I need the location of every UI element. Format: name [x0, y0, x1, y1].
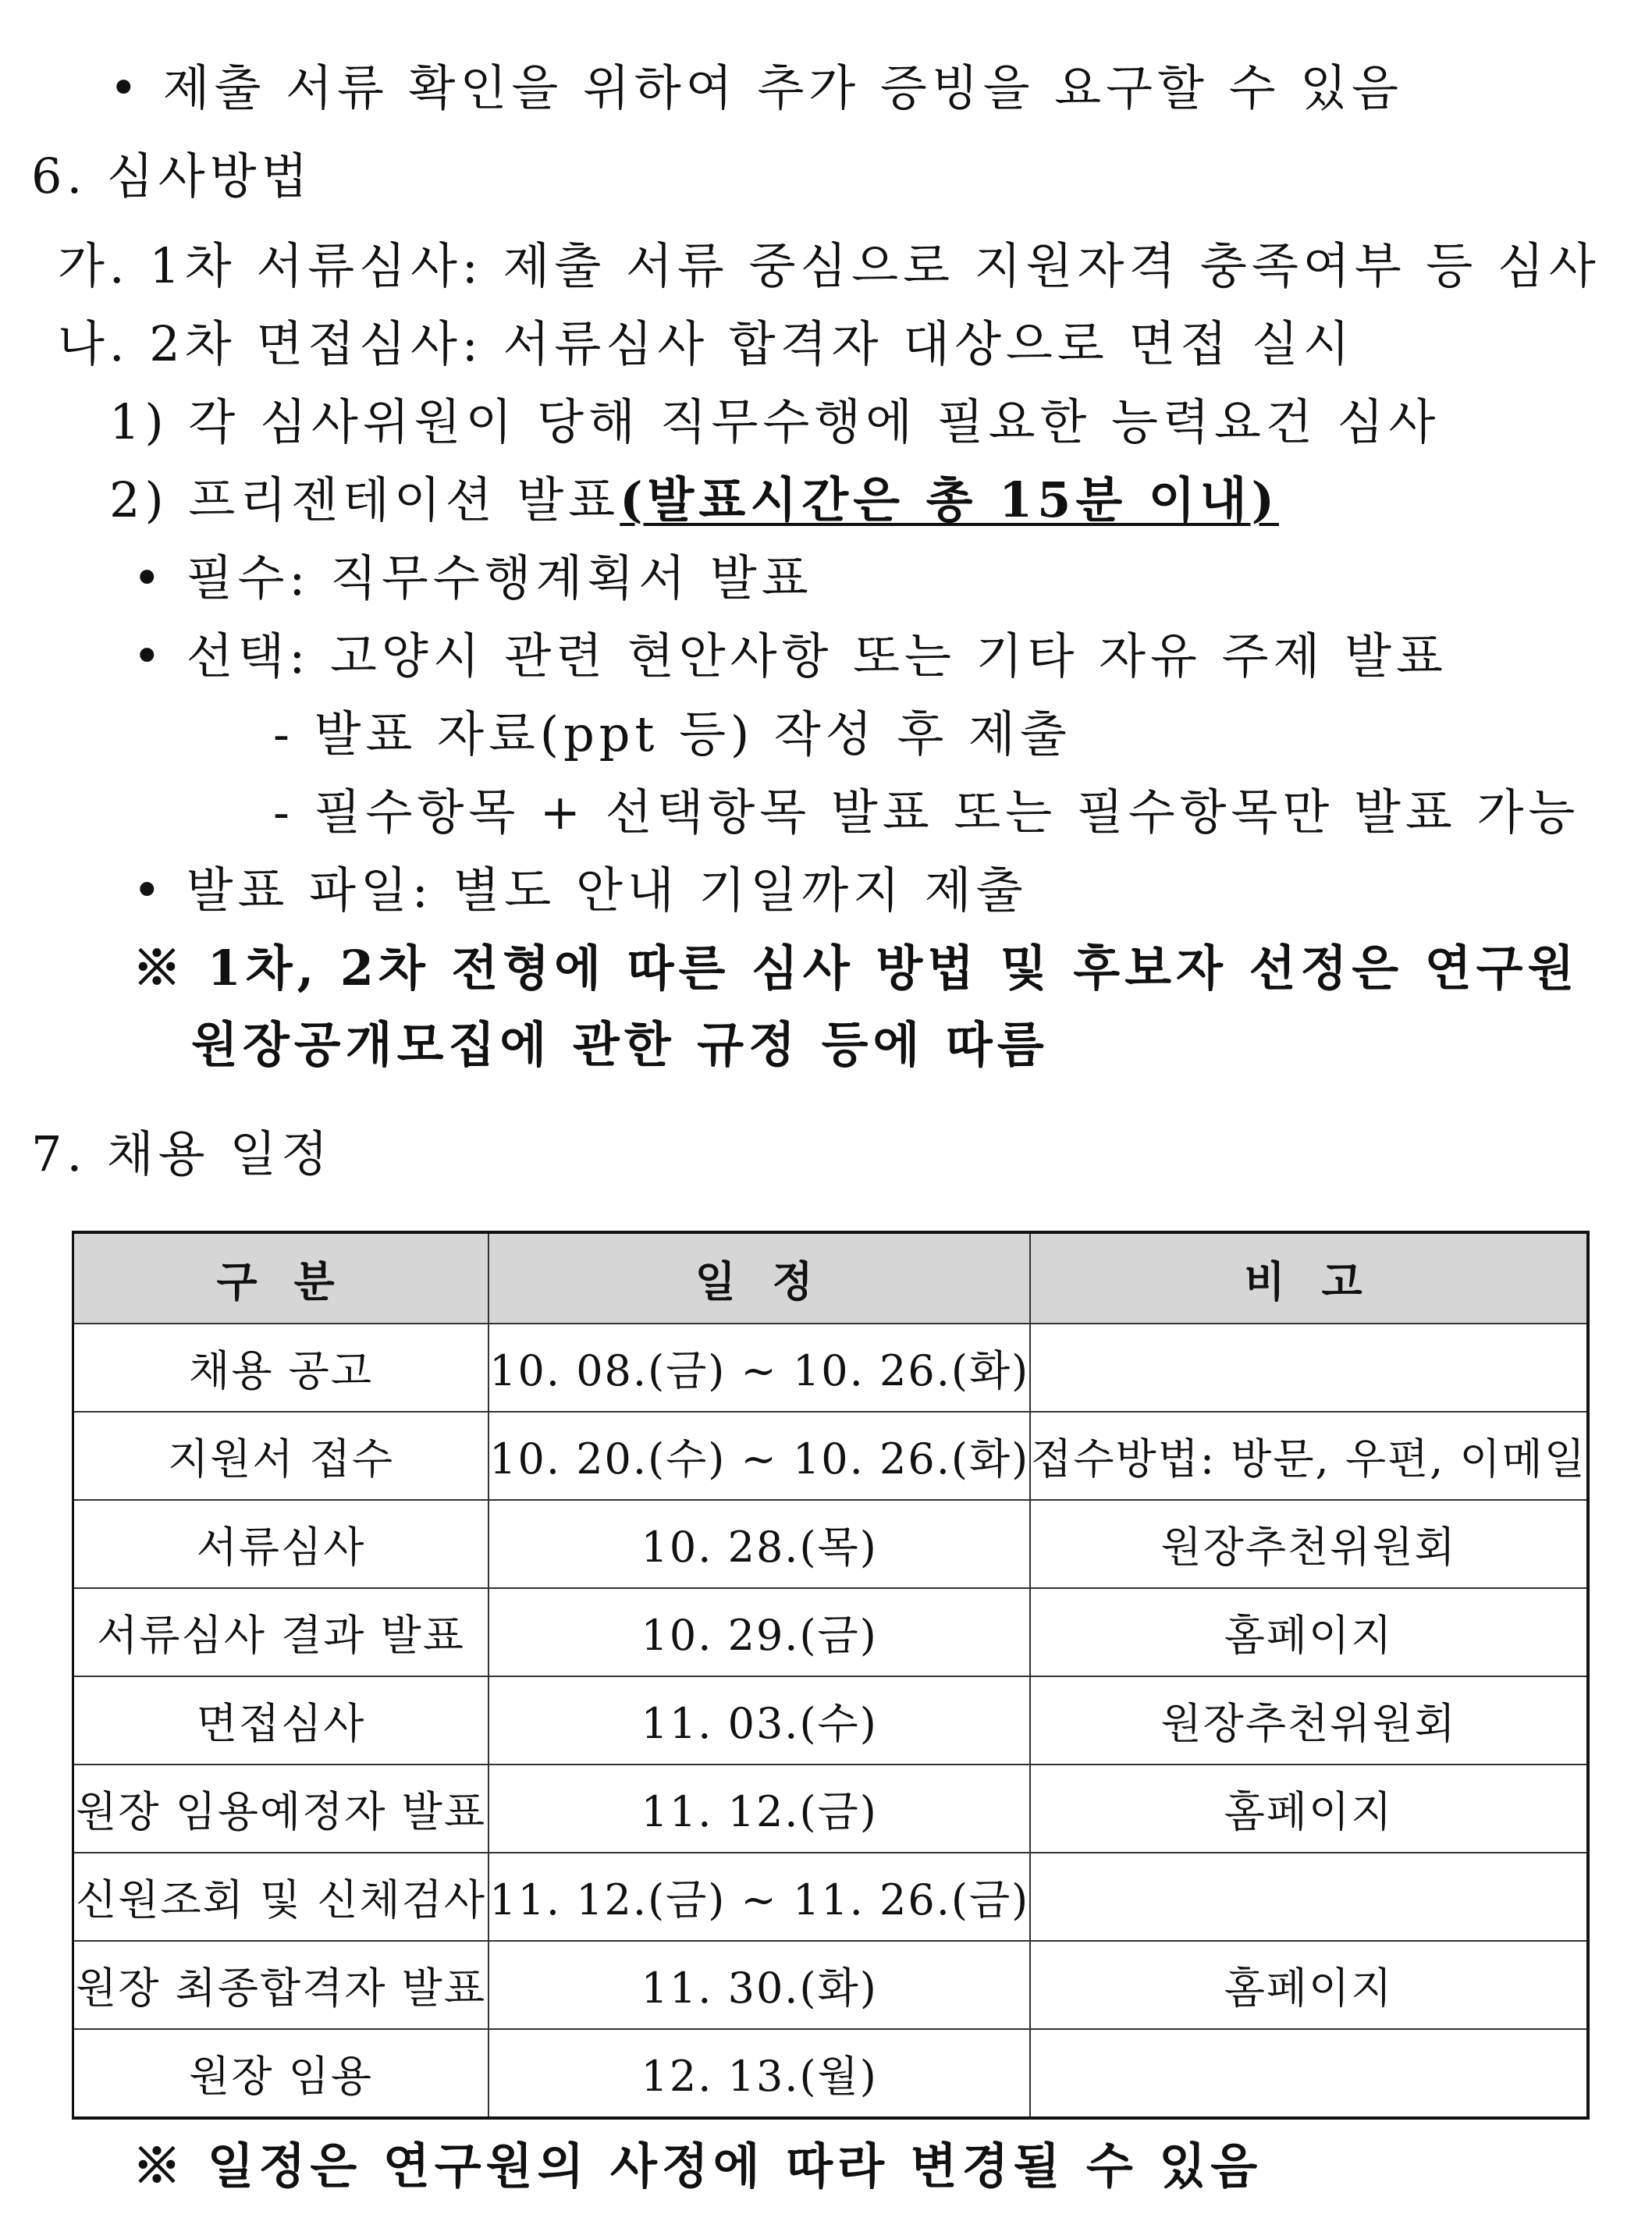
section-6-heading: 6. 심사방법: [31, 147, 313, 204]
file-text: 발표 파일: 별도 안내 기일까지 제출: [186, 862, 1028, 919]
cell-category: 서류심사 결과 발표: [73, 1588, 489, 1676]
cell-date: 10. 29.(금): [488, 1588, 1030, 1676]
cell-date: 10. 20.(수) ~ 10. 26.(화): [488, 1412, 1030, 1500]
cell-category: 원장 최종합격자 발표: [73, 1941, 489, 2029]
table-header-row: [73, 1232, 1589, 1324]
cell-remarks: 원장추천위원회: [1030, 1676, 1588, 1765]
dash-line-materials: - 발표 자료(ppt 등) 작성 후 제출: [273, 705, 1071, 762]
required-text: 필수: 직무수행계획서 발표: [186, 549, 813, 606]
cell-remarks: [1030, 1324, 1588, 1412]
cell-date: 11. 12.(금): [488, 1765, 1030, 1853]
table-row: [73, 1676, 1589, 1765]
header-date: 일 정: [488, 1232, 1030, 1324]
item-na: 나. 2차 면접심사: 서류심사 합격자 대상으로 면접 실시: [58, 315, 1355, 372]
table-row: [73, 1765, 1589, 1853]
cell-remarks: [1030, 1853, 1588, 1941]
cell-category: 지원서 접수: [73, 1412, 489, 1500]
cell-category: 신원조회 및 신체검사: [73, 1853, 489, 1941]
header-category: 구 분: [73, 1232, 489, 1324]
cell-category: 면접심사: [73, 1676, 489, 1765]
cell-category: 원장 임용: [73, 2029, 489, 2118]
bullet-icon: •: [133, 549, 166, 606]
evidence-text: 제출 서류 확인을 위하여 추가 증빙을 요구할 수 있음: [162, 59, 1403, 116]
note-screening-line2: 원장공개모집에 관한 규정 등에 따름: [191, 1016, 1049, 1073]
note-screening-line1: ※ 1차, 2차 전형에 따른 심사 방법 및 후보자 선정은 연구원: [133, 940, 1579, 997]
cell-remarks: [1030, 2029, 1588, 2118]
cell-remarks: 홈페이지: [1030, 1588, 1588, 1676]
table-row: [73, 2029, 1589, 2118]
cell-remarks: 홈페이지: [1030, 1941, 1588, 2029]
presentation-label: 2) 프리젠테이션 발표: [109, 471, 620, 528]
cell-date: 12. 13.(월): [488, 2029, 1030, 2118]
table-row: [73, 1324, 1589, 1412]
section-7-heading: 7. 채용 일정: [31, 1125, 333, 1182]
bullet-icon: •: [133, 862, 166, 919]
table-row: [73, 1588, 1589, 1676]
table-row: [73, 1500, 1589, 1588]
bullet-icon: •: [133, 627, 166, 684]
cell-remarks: 접수방법: 방문, 우편, 이메일: [1030, 1412, 1588, 1500]
presentation-time-limit: (발표시간은 총 15분 이내): [620, 471, 1279, 528]
cell-category: 채용 공고: [73, 1324, 489, 1412]
cell-date: 10. 08.(금) ~ 10. 26.(화): [488, 1324, 1030, 1412]
bullet-icon: •: [109, 59, 143, 116]
item-na-1: 1) 각 심사위원이 당해 직무수행에 필요한 능력요건 심사: [109, 393, 1441, 450]
cell-remarks: 홈페이지: [1030, 1765, 1588, 1853]
bullet-line-optional: [133, 627, 1448, 684]
bullet-line-evidence: [109, 59, 1403, 116]
table-row: [73, 1941, 1589, 2029]
cell-remarks: 원장추천위원회: [1030, 1500, 1588, 1588]
schedule-table: [72, 1231, 1590, 2120]
cell-category: 원장 임용예정자 발표: [73, 1765, 489, 1853]
item-ga: 가. 1차 서류심사: 제출 서류 중심으로 지원자격 충족여부 등 심사: [58, 237, 1600, 294]
cell-date: 11. 30.(화): [488, 1941, 1030, 2029]
item-na-2: [109, 471, 1279, 528]
bullet-line-file: [133, 862, 1028, 919]
table-row: [73, 1412, 1589, 1500]
header-remarks: 비 고: [1030, 1232, 1588, 1324]
cell-date: 11. 03.(수): [488, 1676, 1030, 1765]
note-schedule-change: ※ 일정은 연구원의 사정에 따라 변경될 수 있음: [133, 2138, 1263, 2195]
cell-date: 11. 12.(금) ~ 11. 26.(금): [488, 1853, 1030, 1941]
bullet-line-required: [133, 549, 813, 606]
dash-line-items: - 필수항목 + 선택항목 발표 또는 필수항목만 발표 가능: [273, 784, 1580, 841]
table-row: [73, 1853, 1589, 1941]
optional-text: 선택: 고양시 관련 현안사항 또는 기타 자유 주제 발표: [186, 627, 1448, 684]
cell-date: 10. 28.(목): [488, 1500, 1030, 1588]
cell-category: 서류심사: [73, 1500, 489, 1588]
